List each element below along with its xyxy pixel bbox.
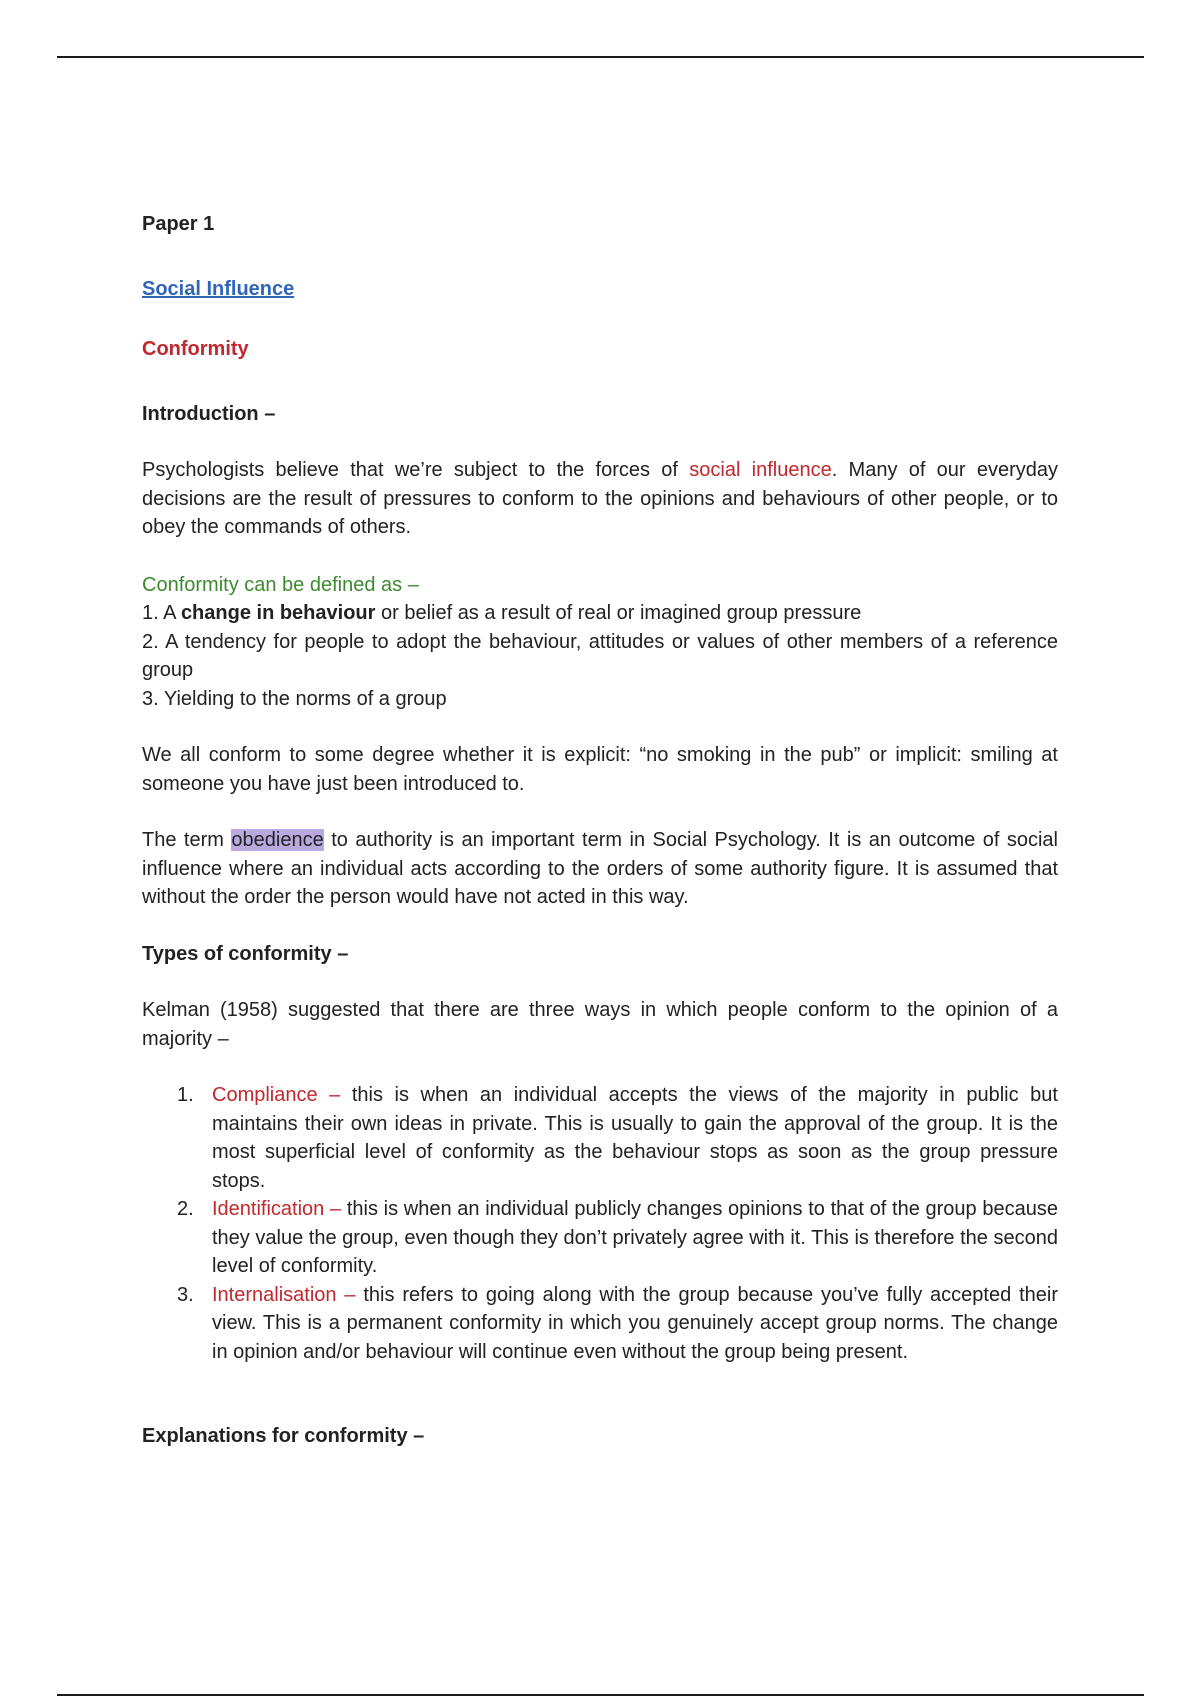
definition-item-1-rest: or belief as a result of real or imagined group pressure	[375, 602, 862, 624]
list-item-number: 3.	[177, 1283, 194, 1306]
intro-heading: Introduction –	[142, 402, 276, 425]
paper-label: Paper 1	[142, 213, 215, 235]
list-item-text: this refers to going along with the group because you’ve fully accepted their view. This is a permanent conformity in which you genuinely accept group norms. The change in opinion and/or behaviour will continue even without the group being present.	[212, 1283, 1058, 1363]
obedience-highlight: obedience	[231, 829, 324, 851]
list-item	[142, 1195, 1058, 1281]
obedience-text-end: to authority is an important term in Social Psychology. It is an outcome of social influence where an individual acts according to the orders of some authority figure. It is assumed that without the order the person would have not acted in this way.	[142, 829, 1059, 908]
list-item-text: this is when an individual accepts the views of the majority in public but maintains their own ideas in private. This is usually to gain the approval of the group. It is the most superficial level of conformity as the behaviour stops as soon as the group pressure stops.	[212, 1084, 1058, 1192]
compliance-term: Compliance –	[212, 1084, 341, 1106]
document-body	[142, 210, 1058, 1451]
subtopic-heading: Conformity	[142, 338, 249, 360]
definition-item-1-prefix: 1. A	[142, 602, 181, 624]
conform-paragraph: We all conform to some degree whether it is explicit: “no smoking in the pub” or implicit: smiling at someone you have just been introduced to.	[142, 744, 1058, 795]
intro-paragraph	[142, 456, 1058, 542]
types-intro: Kelman (1958) suggested that there are three ways in which people conform to the opinion of a majority –	[142, 999, 1058, 1050]
list-item-number: 1.	[177, 1084, 194, 1106]
intro-text-end: . Many of our everyday decisions are the result of pressures to conform to the opinions and behaviours of other people, or to obey the commands of others.	[142, 459, 1059, 538]
list-item	[142, 1081, 1058, 1195]
definition-item-1	[142, 599, 1058, 628]
intro-text-start: Psychologists believe that we’re subject to the forces of	[142, 459, 690, 481]
explanations-heading: Explanations for conformity –	[142, 1425, 425, 1447]
list-item	[142, 1281, 1058, 1367]
identification-term: Identification –	[212, 1198, 342, 1220]
social-influence-term: social influence	[689, 459, 832, 481]
topic-heading: Social Influence	[142, 277, 295, 300]
list-item-number: 2.	[177, 1198, 194, 1220]
bottom-rule	[57, 1694, 1144, 1696]
top-rule	[57, 56, 1144, 58]
types-list	[142, 1081, 1058, 1366]
definition-item-1-bold: change in behaviour	[180, 602, 376, 624]
definition-item-3: 3. Yielding to the norms of a group	[142, 687, 447, 710]
definition-item-2: 2. A tendency for people to adopt the behaviour, attitudes or values of other members of a reference group	[142, 630, 1058, 681]
definition-lead: Conformity can be defined as –	[142, 573, 419, 596]
list-item-text: this is when an individual publicly changes opinions to that of the group because they value the group, even though they don’t privately agree with it. This is therefore the second level of conformity.	[212, 1198, 1058, 1277]
internalisation-term: Internalisation –	[212, 1283, 356, 1306]
types-heading: Types of conformity –	[142, 942, 349, 965]
obedience-text-start: The term	[142, 829, 232, 851]
obedience-paragraph	[142, 826, 1058, 912]
